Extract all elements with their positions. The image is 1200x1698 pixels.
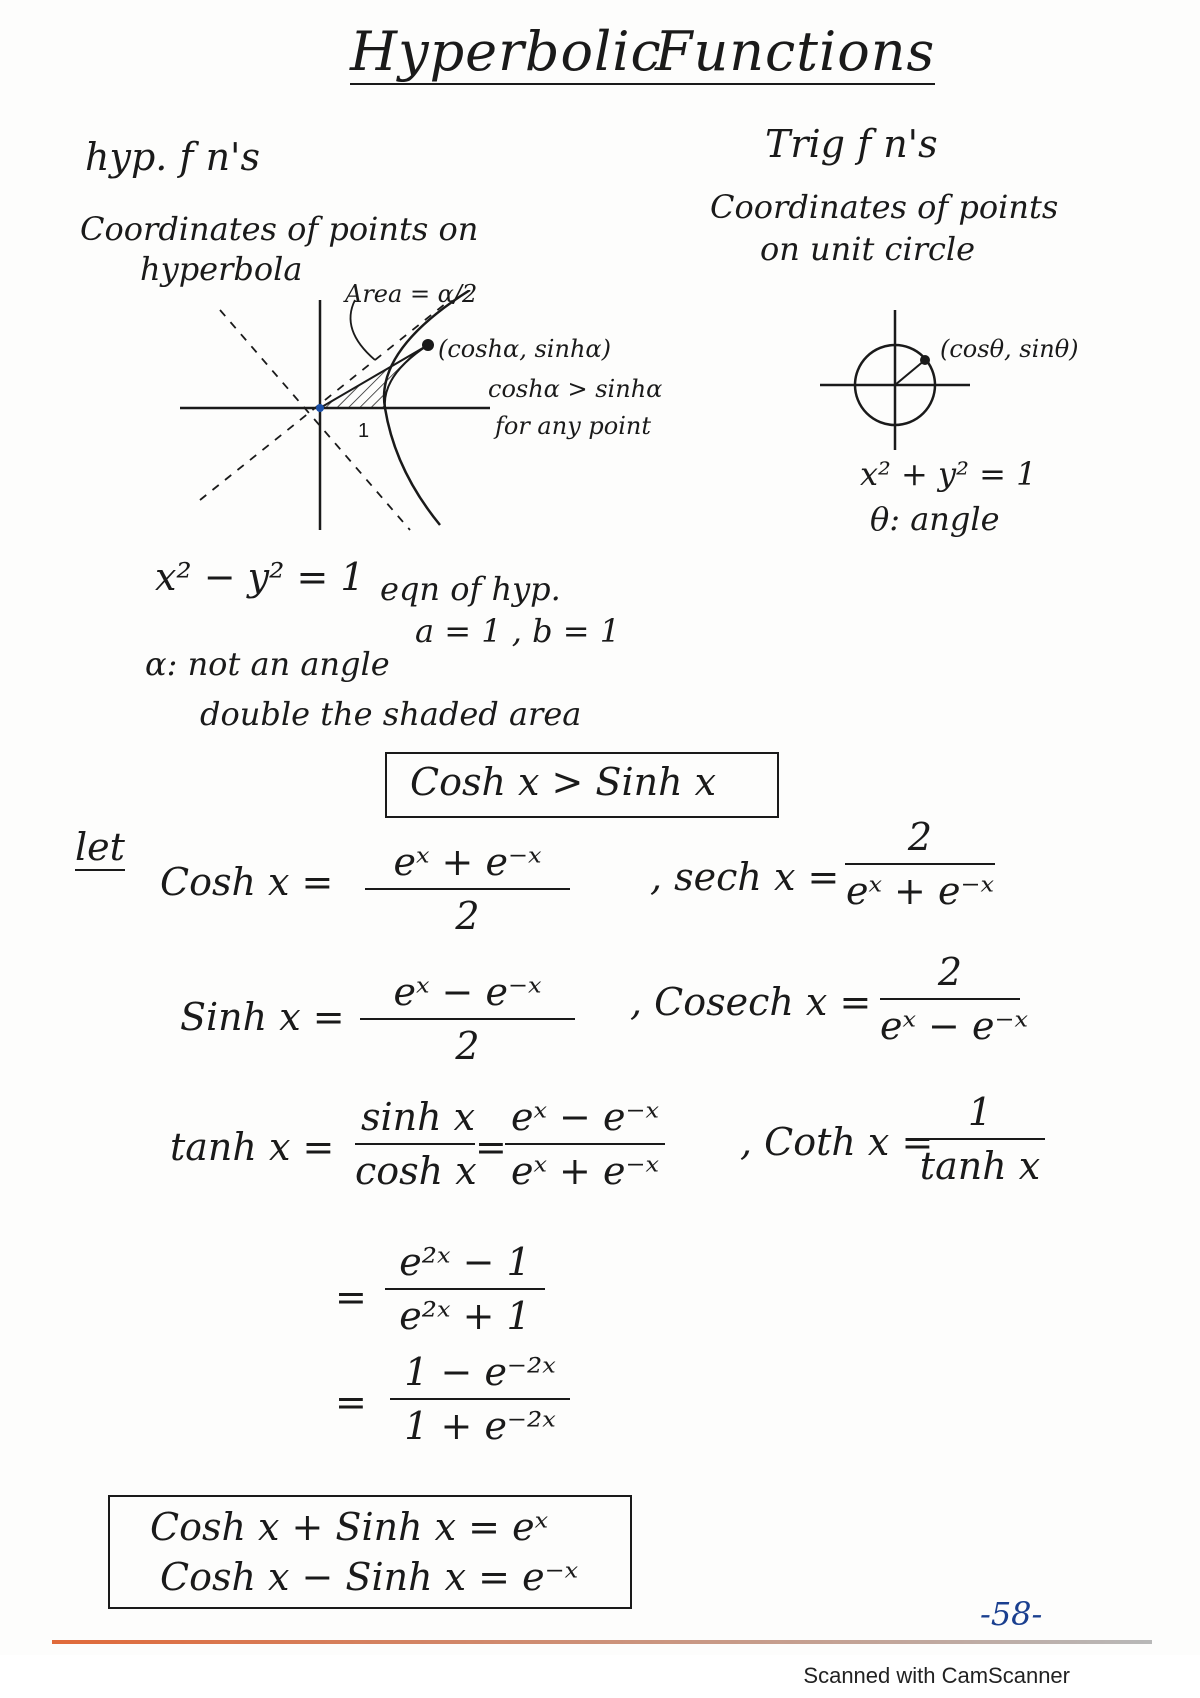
double-area-note: double the shaded area — [200, 695, 582, 733]
coth-fraction — [915, 1090, 1045, 1188]
tanh-denominator-2: eˣ + e⁻ˣ — [510, 1149, 659, 1193]
ab-values: a = 1 , b = 1 — [415, 612, 621, 650]
alpha-not-angle-note: α: not an angle — [145, 645, 390, 683]
tanh-fraction-2 — [505, 1095, 665, 1193]
asymptote-1 — [220, 310, 410, 530]
sech-lhs: , sech x = — [650, 855, 840, 899]
coth-numerator: 1 — [915, 1090, 1045, 1140]
sech-numerator: 2 — [845, 815, 995, 865]
area-pointer — [351, 300, 376, 360]
area-label: Area = α/2 — [345, 280, 478, 308]
trig-description-line1: Coordinates of points — [710, 188, 1059, 226]
origin-point — [316, 404, 324, 412]
cosh-numerator: eˣ + e⁻ˣ — [365, 840, 570, 890]
tanh-step3-fraction — [390, 1350, 570, 1448]
identity-line1: Cosh x + Sinh x = eˣ — [150, 1505, 549, 1549]
tanh-step2-denominator: e²ˣ + 1 — [399, 1294, 531, 1338]
cosh-gt-sinh-note: coshα > sinhα — [488, 375, 663, 403]
sech-denominator: eˣ + e⁻ˣ — [845, 869, 994, 913]
tanh-step3-equals: = — [335, 1380, 367, 1424]
hyp-description-line2: hyperbola — [140, 250, 303, 288]
tanh-step2-fraction — [385, 1240, 545, 1338]
cosech-denominator: eˣ − e⁻ˣ — [880, 1004, 1029, 1048]
hyperbola-point-label: (coshα, sinhα) — [438, 335, 611, 363]
hyperbola-equation: x² − y² = 1 — [155, 555, 365, 599]
title-word-hyperbolic: Hyperbolic — [350, 20, 662, 83]
page-number: -58- — [980, 1595, 1043, 1633]
title-word-functions: Functions — [655, 20, 936, 83]
shaded-area — [320, 345, 428, 408]
tanh-denominator-1: cosh x — [355, 1149, 477, 1193]
tanh-numerator-1: sinh x — [355, 1095, 475, 1145]
sinh-numerator: eˣ − e⁻ˣ — [360, 970, 575, 1020]
hyp-functions-heading: hyp. f n's — [85, 135, 260, 179]
circle-point-label: (cosθ, sinθ) — [940, 335, 1079, 363]
eqn-of-hyp-label: eqn of hyp. — [380, 570, 561, 608]
tanh-step2-equals: = — [335, 1275, 367, 1319]
trig-description-line2: on unit circle — [760, 230, 976, 268]
hyp-description-line1: Coordinates of points on — [80, 210, 479, 248]
unit-circle-diagram — [820, 310, 970, 450]
any-point-note: for any point — [495, 412, 651, 440]
sinh-fraction — [360, 970, 575, 1068]
tanh-equals: = — [475, 1125, 507, 1169]
sech-fraction — [845, 815, 995, 913]
tanh-step3-denominator: 1 + e⁻²ˣ — [404, 1404, 556, 1448]
coth-denominator: tanh x — [919, 1144, 1041, 1188]
circle-equation: x² + y² = 1 — [860, 455, 1037, 493]
scanner-watermark: Scanned with CamScanner — [803, 1663, 1070, 1688]
page-edge — [52, 1640, 1152, 1644]
cosh-lhs: Cosh x = — [160, 860, 334, 904]
tanh-step3-numerator: 1 − e⁻²ˣ — [390, 1350, 570, 1400]
scanner-footer-bar — [0, 1655, 1200, 1698]
cosech-lhs: , Cosech x = — [630, 980, 872, 1024]
coth-lhs: , Coth x = — [740, 1120, 934, 1164]
boxed-inequality: Cosh x > Sinh x — [410, 760, 717, 804]
cosh-denominator: 2 — [455, 894, 480, 938]
let-label: let — [75, 825, 125, 869]
cosech-fraction — [880, 950, 1029, 1048]
theta-note: θ: angle — [870, 500, 1000, 538]
unit-one-label: 1 — [358, 420, 370, 442]
tanh-fraction-1 — [355, 1095, 475, 1193]
identity-line2: Cosh x − Sinh x = e⁻ˣ — [160, 1555, 579, 1599]
point-on-hyperbola — [422, 339, 434, 351]
tanh-lhs: tanh x = — [170, 1125, 335, 1169]
cosh-fraction — [365, 840, 570, 938]
trig-functions-heading: Trig f n's — [765, 122, 938, 166]
sinh-denominator: 2 — [455, 1024, 480, 1068]
cosech-numerator: 2 — [880, 950, 1020, 1000]
tanh-step2-numerator: e²ˣ − 1 — [385, 1240, 545, 1290]
radius-line — [895, 360, 925, 385]
tanh-numerator-2: eˣ − e⁻ˣ — [505, 1095, 665, 1145]
asymptote-2 — [200, 300, 450, 500]
sinh-lhs: Sinh x = — [180, 995, 345, 1039]
